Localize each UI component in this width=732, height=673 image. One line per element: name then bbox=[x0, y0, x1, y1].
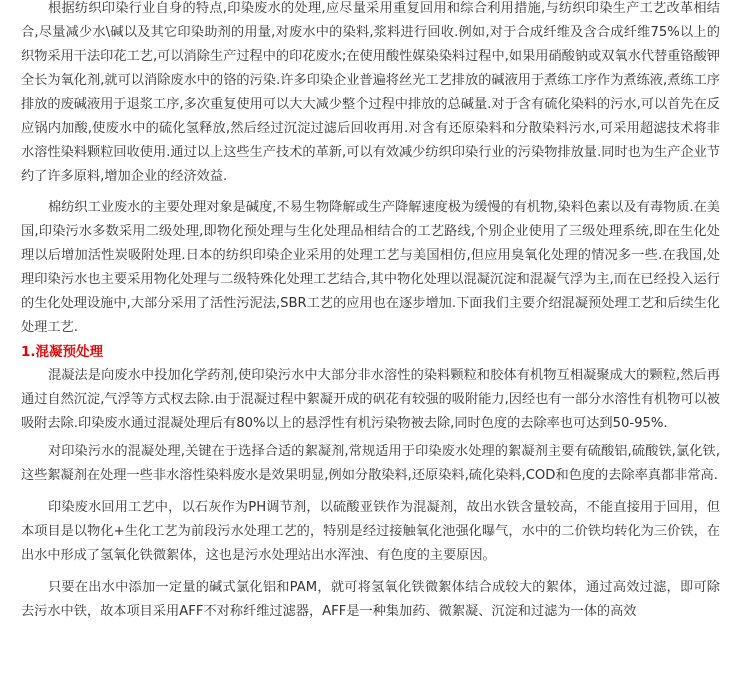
article-paragraph: 棉纺织工业废水的主要处理对象是碱度,不易生物降解或生产降解速度极为缓慢的有机物,染料色素以及有毒物质.在美国,印染污水多数采用二级处理,即物化预处理与生化处理品相结合的工艺路线,个别企业使用了三级处理系统,即在生化处理以后增加活性炭吸附处理.日本的纺织印染企业采用的处理工艺与美国相仿,但应用臭氧化处理的情况多一些.在我国,处理印染污水也主要采用物化处理与二级特殊化处理工艺结合,其中物化处理以混凝沉淀和混凝气浮为主,而在已经投入运行的生化处理设施中,大部分采用了活性污泥法,SBR工艺的应用也在逐步增加.下面我们主要介绍混凝预处理工艺和后续生化处理工艺. bbox=[21, 200, 720, 335]
section-heading: 1.混凝预处理 bbox=[21, 344, 104, 360]
article-paragraph: 只要在出水中添加一定量的碱式氯化铝和PAM，就可将氢氧化铁微絮体结合成较大的絮体，通过高效过滤，即可除去污水中铁，故本项目采用AFF不对称纤维过滤器，AFF是一种集加药、微絮凝、沉淀和过滤为一体的高效 bbox=[21, 580, 720, 619]
article-paragraph: 对印染污水的混凝处理,关键在于选择合适的絮凝剂,常规适用于印染废水处理的絮凝剂主要有硫酸铝,硫酸铁,氯化铁,这些絮凝剂在处理一些非水溶性染料废水是效果明显,例如分散染料,还原染料,硫化染料,COD和色度的去除率真都非常高. bbox=[21, 444, 720, 483]
article-paragraph: 印染废水回用工艺中，以石灰作为PH调节剂，以硫酸亚铁作为混凝剂，故出水铁含量较高，不能直接用于回用，但本项目是以物化+生化工艺为前段污水处理工艺的，特别是经过接触氧化池强化曝气，水中的二价铁均转化为三价铁，在出水中形成了氢氧化铁微絮体，这也是污水处理站出水浑浊、有色度的主要原因。 bbox=[21, 500, 720, 563]
article-paragraph: 根据纺织印染行业自身的特点,印染废水的处理,应尽量采用重复回用和综合利用措施,与纺织印染生产工艺改革相结合,尽量减少水\碱以及其它印染助剂的用量,对废水中的染料,浆料进行回收.例如,对于合成纤维及含合成纤维75%以上的织物采用干法印花工艺,可以消除生产过程中的印花废水;在使用酸性媒染染料过程中,如果用硝酸钠或双氧水代替重铬酸钾全长为氧化剂,就可以消除废水中的铬的污染.许多印染企业普遍将丝光工艺排放的碱液用于煮练工序作为煮练液,煮练工序排放的废碱液用于退浆工序,多次重复使用可以大大减少整个过程中排放的总碱量.对于含有硫化染料的污水,可以首先在反应锅内加酸,使废水中的硫化氢释放,然后经过沉淀过滤后回收再用.对含有还原染料和分散染料污水,可采用超滤技术将非水溶性染料颗粒回收使用.通过以上这些生产技术的革新,可以有效减少纺织印染行业的污染物排放量.同时也为生产企业节约了许多原料,增加企业的经济效益. bbox=[21, 1, 720, 184]
article-paragraph: 混凝法是向废水中投加化学药剂,使印染污水中大部分非水溶性的染料颗粒和胶体有机物互相凝聚成大的颗粒,然后再通过自然沉淀,气浮等方式杈去除.由于混凝过程中絮凝开成的矾花有较强的吸附能力,因经也有一部分水溶性有机物可以被吸附去除.印染废水通过混凝处理后有80%以上的悬浮性有机污染物被去除,同时色度的去除率也可达到50-95%. bbox=[21, 368, 720, 431]
